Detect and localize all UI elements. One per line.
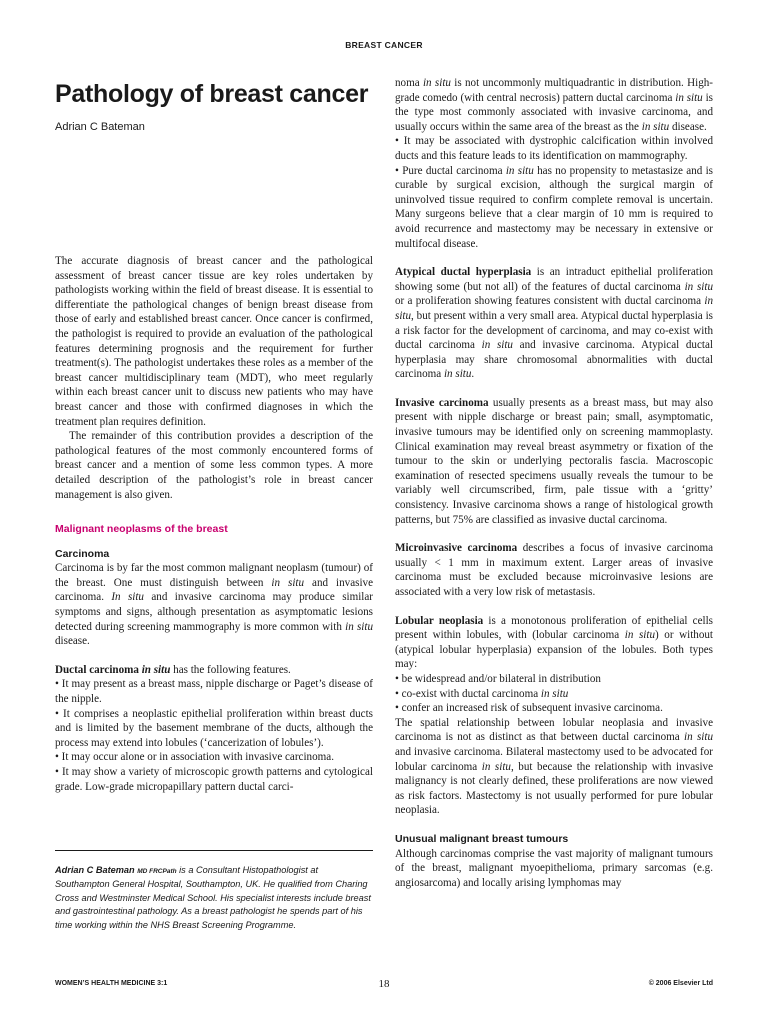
invasive-paragraph: Invasive carcinoma usually presents as a breast mass, but may also present with nipple discharge or breast pain; small, asymptomatic, invasive tumours may be identified only on screening mammoplasty. Clinical examination may reveal breast asymmetry or fixation of the tumour to the skin or underlying pectoralis fascia. Macroscopic examination of resected specimens usually reveals the tumour to be variably well circumscribed, firm, pale tissue with a ‘gritty’ consistency. Invasive carcinoma shows a range of histological growth patterns, but 75% are classified as invasive ductal carcinoma. (395, 396, 713, 526)
dcis-intro: Ductal carcinoma in situ has the following features. (55, 663, 291, 676)
intro-paragraph-2: The remainder of this contribution provides a description of the pathological features of the most commonly encountered forms of breast cancer and a mention of some less common types. A more detailed description of the pathologist’s role in breast cancer management is also given. (55, 430, 373, 501)
section-heading-malignant: Malignant neoplasms of the breast (55, 523, 228, 536)
adh-paragraph: Atypical ductal hyperplasia is an intraduct epithelial proliferation showing some (but not all) of the features of ductal carcinoma in situ or a proliferation showing features consistent with ductal carcinoma in situ, but present within a very small area. Atypical ductal hyperplasia is a risk factor for the development of carcinoma, and may co-exist with ductal carcinoma in situ and invasive carcinoma. Atypical ductal hyperplasia may share chromosomal abnormalities with ductal carcinoma in situ. (395, 266, 714, 381)
dcis-bullet-4: • It may show a variety of microscopic growth patterns and cytological grade. Low-grade micropapillary pattern ductal carci- (55, 766, 373, 793)
dcis-continued: noma in situ is not uncommonly multiquadrantic in distribution. High-grade comedo (with central necrosis) pattern ductal carcinoma in situ is the type most commonly associated with invasive carcinoma, and usually occurs within the same area of the breast as the in situ disease. (395, 77, 713, 133)
lobular-paragraph-2: The spatial relationship between lobular neoplasia and invasive carcinoma is not as distinct as that between ductal carcinoma in situ and invasive carcinoma. Bilateral mastectomy used to be advocated for lobular carcinoma in situ, but because the relationship with invasive malignancy is not clearly defined, these proliferations are now viewed as risk factors. Mastectomy is not usually performed for pure lobular neoplasia. (395, 716, 713, 817)
lobular-bullet-1: • be widespread and/or bilateral in distribution (395, 672, 601, 685)
dcis-bullet-5: • It may be associated with dystrophic calcification within involved ducts and this feature leads to its identification on mammography. (395, 135, 713, 162)
footer-journal: WOMEN’S HEALTH MEDICINE 3:1 (55, 980, 168, 987)
running-header: BREAST CANCER (345, 40, 423, 50)
page-number: 18 (378, 978, 390, 990)
unusual-paragraph: Although carcinomas comprise the vast majority of malignant tumours of the breast, malignant myoepithelioma, primary sarcomas (e.g. angiosarcoma) and locally arising lymphomas may (395, 847, 713, 889)
dcis-bullet-2: • It comprises a neoplastic epithelial proliferation within breast ducts and is limited by the basement membrane of the ducts, although the process may extend into lobules (‘cancerization of lobules’). (55, 707, 373, 749)
dcis-bullet-6: • Pure ductal carcinoma in situ has no propensity to metastasize and is curable by surgical excision, although the surgical margin of uninvolved tissue required to confirm complete removal is uncertain. Many surgeons believe that a clear margin of 10 mm is required to avoid recurrence and mastectomy may be necessary in extensive or multifocal disease. (395, 164, 713, 250)
author-bio: Adrian C Bateman MD FRCPath is a Consultant Histopathologist at Southampton General Hospital, Southampton, UK. He qualified from Charing Cross and Westminster Medical School. His specialist interests include breast and gastrointestinal pathology. As a breast pathologist he spends part of his time working within the NHS Breast Screening Programme. (55, 865, 371, 930)
carcinoma-paragraph: Carcinoma is by far the most common malignant neoplasm (tumour) of the breast. One must distinguish between in situ and invasive carcinoma. In situ and invasive carcinoma may produce similar symptoms and signs, although presentation as asymptomatic lesions detected during screening mammography is more common with in situ disease. (55, 562, 374, 648)
dcis-bullet-3: • It may occur alone or in association with invasive carcinoma. (55, 751, 334, 764)
article-title: Pathology of breast cancer (55, 80, 369, 108)
subheading-unusual: Unusual malignant breast tumours (395, 832, 569, 845)
dcis-bullet-1: • It may present as a breast mass, nipple discharge or Paget’s disease of the nipple. (55, 678, 373, 706)
right-column (395, 76, 713, 890)
lobular-bullet-3: • confer an increased risk of subsequent invasive carcinoma. (395, 702, 663, 715)
lobular-paragraph: Lobular neoplasia is a monotonous proliferation of epithelial cells present within lobules, with (lobular carcinoma in situ) or without (atypical lobular hyperplasia) expansion of the lobules. Both types may: (395, 614, 713, 671)
intro-paragraph-1: The accurate diagnosis of breast cancer and the pathological assessment of breast cancer tissue are key roles undertaken by pathologists working within the field of breast disease. It is essential to differentiate the pathological changes of benign breast disease from those of early and established breast cancer. Once cancer is confirmed, the pathologist is required to provide an evaluation of the pathological features determining prognosis and the requirement for further treatment(s). The pathologist undertakes these roles as a member of the breast cancer multidisciplinary team (MDT), who meet regularly within each breast cancer unit to discuss new patients who may have breast cancer and those with confirmed diagnoses in which the treatment plan requires definition. (55, 255, 373, 428)
subheading-carcinoma: Carcinoma (55, 547, 110, 560)
footer-copyright: © 2006 Elsevier Ltd (648, 980, 713, 987)
lobular-bullet-2: • co-exist with ductal carcinoma in situ (395, 687, 569, 700)
microinvasive-paragraph: Microinvasive carcinoma describes a focus of invasive carcinoma usually < 1 mm in maximum extent. Larger areas of invasive carcinoma must be excluded because microinvasive lesions are associated with a very low risk of metastasis. (395, 542, 713, 598)
article-author: Adrian C Bateman (55, 121, 145, 133)
bio-divider (55, 850, 373, 851)
left-column (55, 254, 373, 794)
